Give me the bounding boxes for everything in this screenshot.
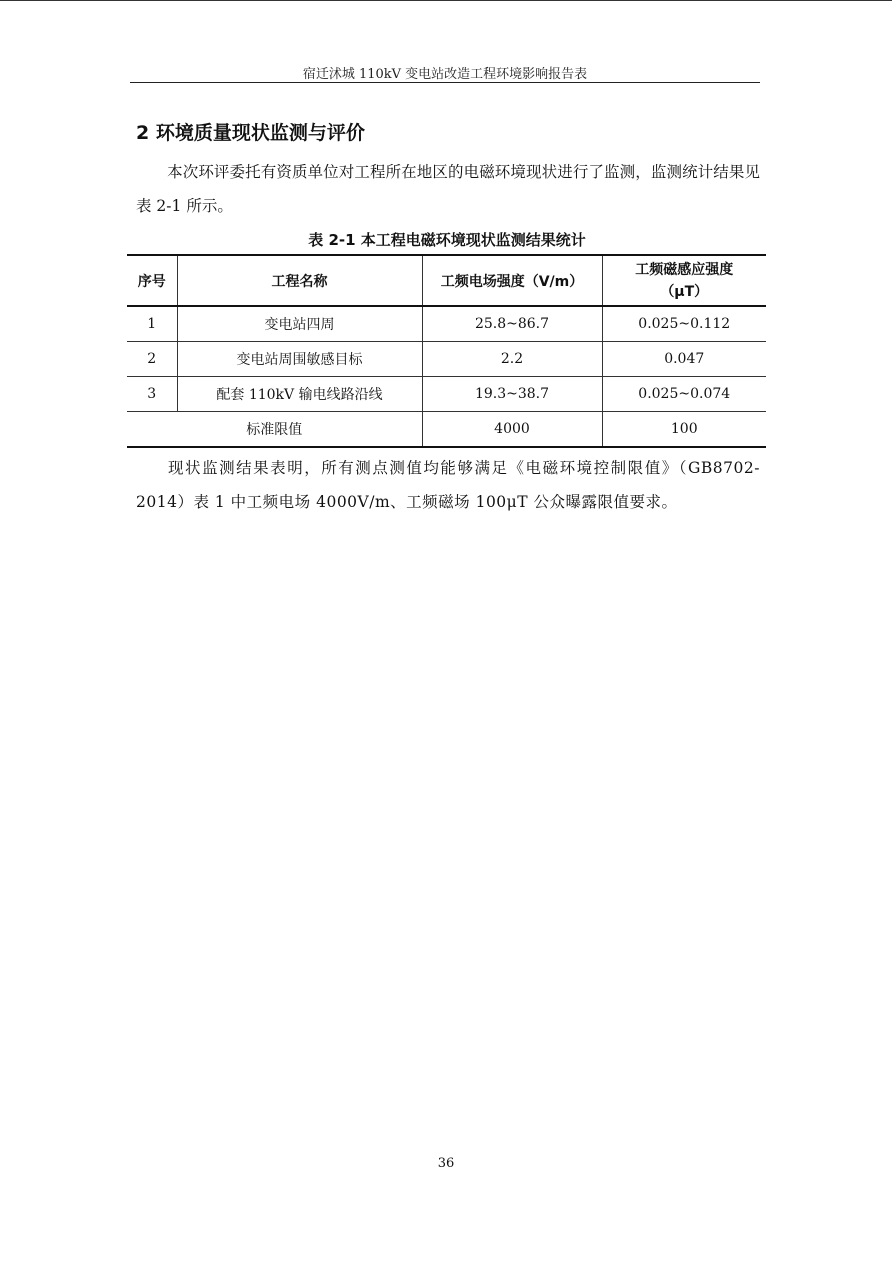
page-number: 36	[437, 1156, 455, 1171]
cell-efield: 19.3~38.7	[422, 377, 602, 412]
header-efield: 工频电场强度（V/m）	[422, 255, 602, 306]
section-title: 2 环境质量现状监测与评价	[136, 122, 365, 144]
cell-bfield: 0.025~0.074	[602, 377, 766, 412]
header-seq: 序号	[127, 255, 177, 306]
cell-seq: 1	[127, 306, 177, 342]
cell-name: 变电站周围敏感目标	[177, 342, 422, 377]
table-row	[127, 306, 766, 342]
cell-name: 配套 110kV 输电线路沿线	[177, 377, 422, 412]
intro-paragraph	[136, 155, 760, 223]
cell-limit-label: 标准限值	[127, 412, 422, 448]
header-name: 工程名称	[177, 255, 422, 306]
running-header: 宿迁沭城 110kV 变电站改造工程环境影响报告表	[302, 67, 588, 82]
cell-efield: 2.2	[422, 342, 602, 377]
table-row	[127, 342, 766, 377]
cell-name: 变电站四周	[177, 306, 422, 342]
header-bfield-line2: （μT）	[660, 283, 709, 300]
cell-bfield: 0.025~0.112	[602, 306, 766, 342]
cell-efield: 25.8~86.7	[422, 306, 602, 342]
header-bfield	[602, 255, 766, 306]
conclusion-paragraph	[136, 451, 760, 519]
header-bfield-line1: 工频磁感应强度	[635, 261, 734, 278]
header-rule	[130, 82, 760, 83]
conclusion-text: 现状监测结果表明，所有测点测值均能够满足《电磁环境控制限值》（GB8702-2014）表 1 中工频电场 4000V/m、工频磁场 100μT 公众曝露限值要求。	[136, 459, 760, 511]
table-caption: 表 2-1 本工程电磁环境现状监测结果统计	[308, 231, 586, 249]
table-header-row	[127, 255, 766, 306]
cell-limit-efield: 4000	[422, 412, 602, 448]
cell-seq: 2	[127, 342, 177, 377]
intro-text: 本次环评委托有资质单位对工程所在地区的电磁环境现状进行了监测，监测统计结果见表 2-1 所示。	[136, 163, 760, 215]
monitoring-results-table	[127, 254, 766, 448]
cell-limit-bfield: 100	[602, 412, 766, 448]
table-row	[127, 377, 766, 412]
cell-bfield: 0.047	[602, 342, 766, 377]
cell-seq: 3	[127, 377, 177, 412]
table-limit-row	[127, 412, 766, 448]
page-top-border	[0, 0, 892, 1]
